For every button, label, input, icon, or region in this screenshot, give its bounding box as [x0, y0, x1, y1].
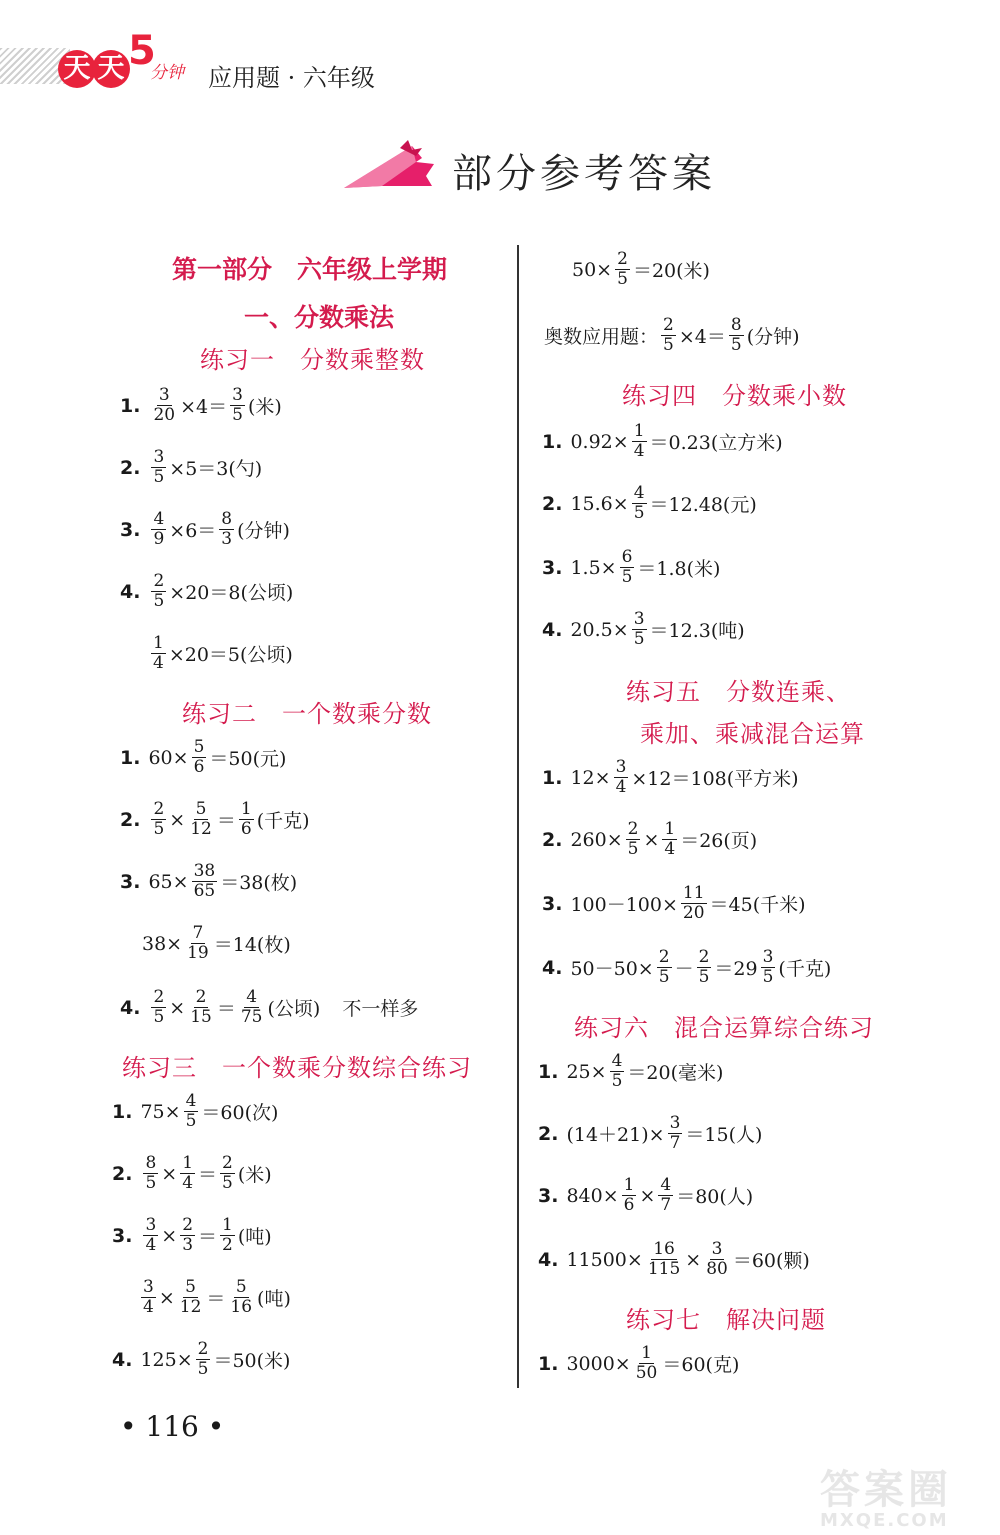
header-badge-1: 天 — [58, 50, 96, 88]
answer-line: 4. 50－50× $\frac{2}{5}$ － 2 5 ＝29 3 5 (千克) — [542, 947, 832, 987]
answer-line: 3. $\frac{4}{9}$ ×6＝ 8 3 (分钟) — [120, 509, 290, 549]
watermark-logo: 答案圈 MXQE.COM — [820, 1467, 952, 1531]
answer-line: 4. 11500× $\frac{16}{115}$ × $\frac{3}{80}$ ＝60(颗) — [538, 1239, 810, 1279]
exercise-5-heading: 练习五 分数连乘、 — [626, 678, 851, 706]
answer-line: 3. 1.5× $\frac{6}{5}$ ＝1.8(米) — [542, 547, 721, 587]
answer-line: 50× $\frac{2}{5}$ ＝20(米) — [572, 249, 710, 289]
answer-line: 2. $\frac{8}{5}$ × $\frac{1}{4}$ ＝ 2 5 (米) — [112, 1153, 272, 1193]
answer-line: 2. (14＋21)× $\frac{3}{7}$ ＝15(人) — [538, 1113, 763, 1153]
exercise-6-heading: 练习六 混合运算综合练习 — [574, 1014, 874, 1042]
answer-line: 1. 0.92× $\frac{1}{4}$ ＝0.23(立方米) — [542, 421, 783, 461]
answer-line: 3. $\frac{3}{4}$ × $\frac{2}{3}$ ＝ 1 2 (吨) — [112, 1215, 272, 1255]
answer-line: 奥数应用题： $\frac{2}{5}$ ×4＝ 8 5 (分钟) — [544, 315, 800, 355]
answer-line: 1. 75× $\frac{4}{5}$ ＝60(次) — [112, 1091, 279, 1131]
page-number: • 116 • — [120, 1410, 225, 1443]
answer-line: 2. $\frac{2}{5}$ × $\frac{5}{12}$ ＝ 1 6 (千克) — [120, 799, 310, 839]
answer-line: 1. 12× $\frac{3}{4}$ ×12＝108(平方米) — [542, 757, 799, 797]
answer-line: 4. 20.5× $\frac{3}{5}$ ＝12.3(吨) — [542, 609, 745, 649]
answer-line: $\frac{1}{4}$ ×20＝5(公顷) — [153, 633, 293, 673]
page-title: 部分参考答案 — [452, 151, 716, 197]
pen-star-icon — [342, 140, 438, 192]
exercise-2-heading: 练习二 一个数乘分数 — [182, 700, 432, 728]
answer-line: 2. 15.6× $\frac{4}{5}$ ＝12.48(元) — [542, 483, 757, 523]
exercise-4-heading: 练习四 分数乘小数 — [622, 382, 847, 410]
book-title: 应用题 · 六年级 — [208, 64, 375, 92]
answer-line: 38× $\frac{7}{19}$ ＝14(枚) — [142, 923, 291, 963]
exercise-3-heading: 练习三 一个数乘分数综合练习 — [122, 1054, 472, 1082]
header-five: 5 — [128, 28, 156, 74]
answer-line: 3. 840× $\frac{1}{6}$ × $\frac{4}{7}$ ＝80(人) — [538, 1175, 754, 1215]
answer-line: 2. $\frac{3}{5}$ ×5＝3(勺) — [120, 447, 263, 487]
header-minute-label: 分钟 — [150, 63, 184, 83]
answer-line: 1. 60× $\frac{5}{6}$ ＝50(元) — [120, 737, 287, 777]
answer-line: 1. 3000× $\frac{1}{50}$ ＝60(克) — [538, 1343, 740, 1383]
unit-heading: 一、分数乘法 — [244, 303, 395, 332]
exercise-1-heading: 练习一 分数乘整数 — [200, 346, 425, 374]
answer-line: 1. $\frac{3}{20}$ ×4＝ 3 5 (米) — [120, 385, 282, 425]
answer-line: 4. $\frac{2}{5}$ × $\frac{2}{15}$ ＝ 4 75 (公顷) 不一样多 — [120, 987, 419, 1027]
answer-line: 2. 260× $\frac{2}{5}$ × $\frac{1}{4}$ ＝26(页) — [542, 819, 758, 859]
exercise-5-heading-cont: 乘加、乘减混合运算 — [640, 720, 865, 748]
header-badge-2: 天 — [92, 50, 130, 88]
answer-line: 3. 65× $\frac{38}{65}$ ＝38(枚) — [120, 861, 298, 901]
answer-line: 4. 125× $\frac{2}{5}$ ＝50(米) — [112, 1339, 291, 1379]
part-heading: 第一部分 六年级上学期 — [172, 255, 448, 284]
answer-line: $\frac{3}{4}$ × $\frac{5}{12}$ ＝ 5 16 (吨) — [143, 1277, 291, 1317]
column-divider — [517, 245, 519, 1388]
answer-line: 4. $\frac{2}{5}$ ×20＝8(公顷) — [120, 571, 294, 611]
answer-line: 1. 25× $\frac{4}{5}$ ＝20(毫米) — [538, 1051, 724, 1091]
exercise-7-heading: 练习七 解决问题 — [626, 1306, 826, 1334]
answer-line: 3. 100－100× $\frac{11}{20}$ ＝45(千米) — [542, 883, 806, 923]
